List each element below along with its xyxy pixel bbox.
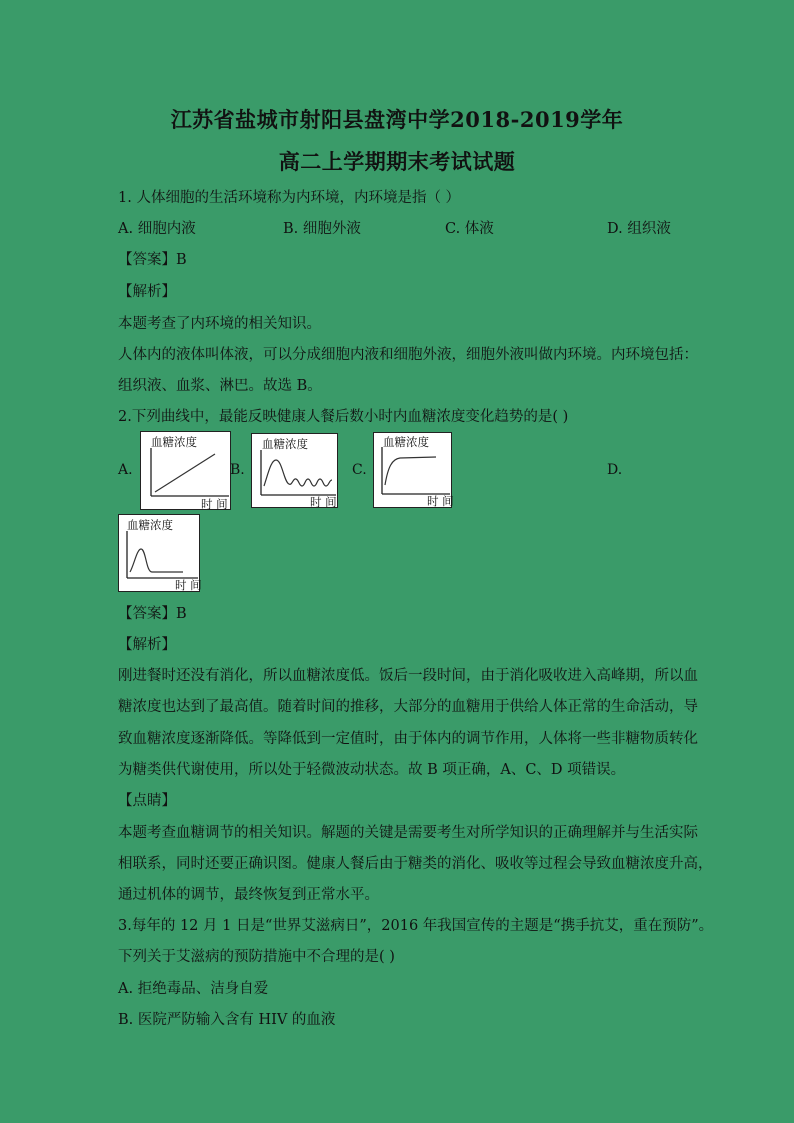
q2-graph-d xyxy=(118,514,200,592)
q2-option-c-label: C. xyxy=(352,462,367,478)
q2-graph-b xyxy=(251,433,338,508)
graph-xlabel: 时 间 xyxy=(175,578,202,592)
page-title-line-2: 高二上学期期末考试试题 xyxy=(278,149,516,174)
q1-option-c: C. 体液 xyxy=(445,221,494,237)
graph-ylabel: 血糖浓度 xyxy=(262,437,308,451)
q2-option-d-label: D. xyxy=(607,462,623,478)
q2-graph-c xyxy=(373,432,452,508)
q2-comment-line: 本题考查血糖调节的相关知识。解题的关键是需要考生对所学知识的正确理解并与生活实际 xyxy=(118,825,698,841)
graph-xlabel: 时 间 xyxy=(427,494,454,508)
q2-option-b-label: B. xyxy=(230,462,245,478)
q2-graph-d-curve xyxy=(130,549,183,572)
graph-ylabel: 血糖浓度 xyxy=(127,518,173,532)
q1-answer: 【答案】B xyxy=(118,252,187,268)
page-title-line-1: 江苏省盐城市射阳县盘湾中学2018-2019学年 xyxy=(170,107,624,132)
q3-stem-line: 3.每年的 12 月 1 日是“世界艾滋病日”，2016 年我国宣传的主题是“携手抗艾，重在预防”。 xyxy=(118,918,714,934)
q2-graph-a-curve xyxy=(155,454,215,492)
q2-comment-line: 通过机体的调节，最终恢复到正常水平。 xyxy=(118,887,379,903)
q1-analysis-line: 人体内的液体叫体液，可以分成细胞内液和细胞外液，细胞外液叫做内环境。内环境包括： xyxy=(118,347,698,363)
q2-comment-title: 【点睛】 xyxy=(118,793,176,809)
q2-answer: 【答案】B xyxy=(118,606,187,622)
graph-ylabel: 血糖浓度 xyxy=(151,435,197,449)
q1-option-b: B. 细胞外液 xyxy=(283,221,361,237)
graph-xlabel: 时 间 xyxy=(310,495,337,509)
q3-option-a: A. 拒绝毒品、洁身自爱 xyxy=(118,981,269,997)
q2-graph-c-curve xyxy=(385,457,436,485)
graph-xlabel: 时 间 xyxy=(201,497,228,511)
q2-stem: 2.下列曲线中，最能反映健康人餐后数小时内血糖浓度变化趋势的是( ) xyxy=(118,409,569,425)
q2-analysis-line: 刚进餐时还没有消化，所以血糖浓度低。饭后一段时间，由于消化吸收进入高峰期，所以血 xyxy=(118,668,698,684)
q3-option-b: B. 医院严防输入含有 HIV 的血液 xyxy=(118,1012,336,1028)
q2-analysis-title: 【解析】 xyxy=(118,637,176,653)
q2-analysis-line: 糖浓度也达到了最高值。随着时间的推移，大部分的血糖用于供给人体正常的生命活动，导 xyxy=(118,699,698,715)
q2-graph-b-curve xyxy=(264,460,332,486)
q1-analysis-line: 本题考查了内环境的相关知识。 xyxy=(118,316,321,332)
q2-analysis-line: 为糖类供代谢使用，所以处于轻微波动状态。故 B 项正确，A、C、D 项错误。 xyxy=(118,762,626,778)
q2-analysis-line: 致血糖浓度逐渐降低。等降低到一定值时，由于体内的调节作用，人体将一些非糖物质转化 xyxy=(118,731,698,747)
q1-option-a: A. 细胞内液 xyxy=(118,221,196,237)
q1-analysis-title: 【解析】 xyxy=(118,284,176,300)
q1-stem: 1. 人体细胞的生活环境称为内环境，内环境是指（ ） xyxy=(118,190,461,206)
graph-ylabel: 血糖浓度 xyxy=(383,435,429,449)
q2-option-a-label: A. xyxy=(118,462,133,478)
q1-analysis-line: 组织液、血浆、淋巴。故选 B。 xyxy=(118,378,322,394)
q1-option-d: D. 组织液 xyxy=(607,221,671,237)
q2-comment-line: 相联系，同时还要正确识图。健康人餐后由于糖类的消化、吸收等过程会导致血糖浓度升高， xyxy=(118,856,713,872)
q2-graph-a xyxy=(140,431,231,510)
q3-stem-line: 下列关于艾滋病的预防措施中不合理的是( ) xyxy=(118,949,395,965)
